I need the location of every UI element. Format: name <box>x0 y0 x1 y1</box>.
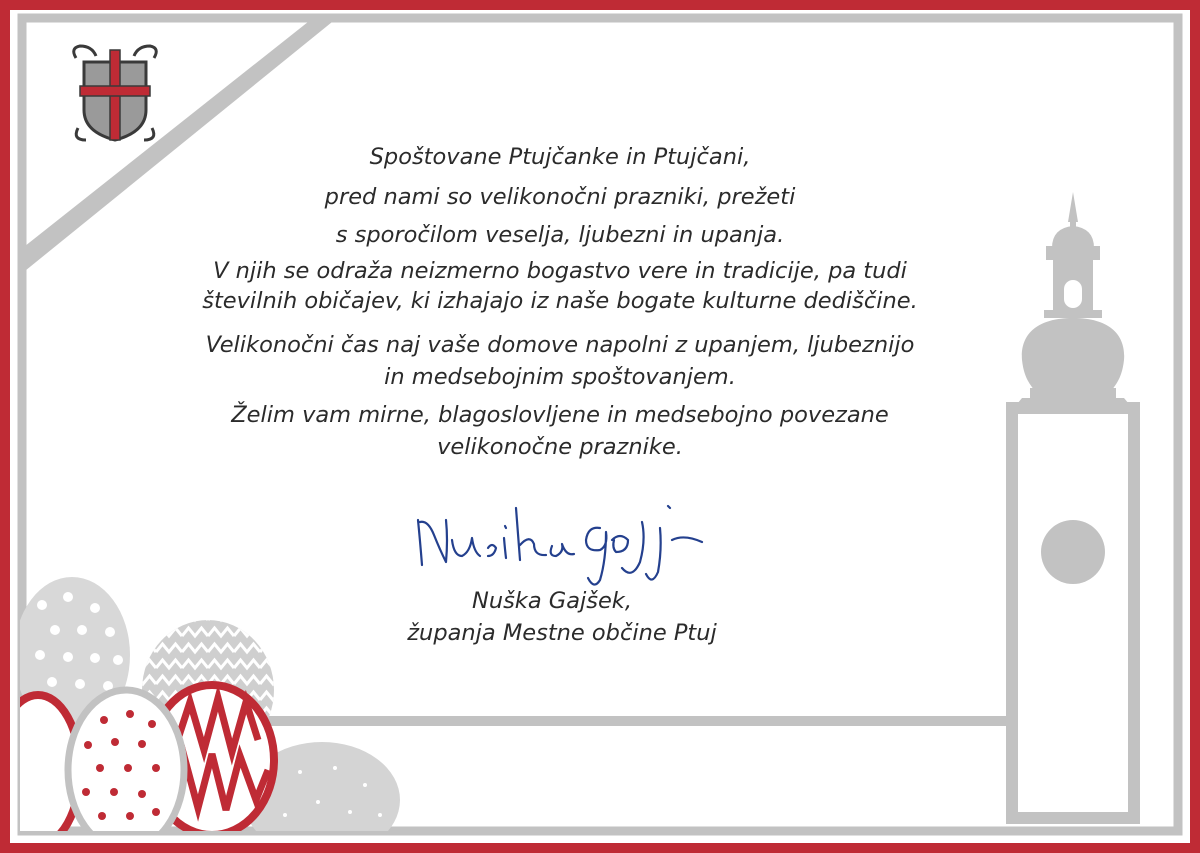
greeting-line: Spoštovane Ptujčanke in Ptujčani, <box>369 144 751 170</box>
handwritten-signature <box>418 506 702 585</box>
message-line-6: in medsebojnim spoštovanjem. <box>384 364 736 390</box>
message-line-5: Velikonočni čas naj vaše domove napolni z upanjem, ljubeznijo <box>205 332 915 358</box>
message-line-2: s sporočilom veselja, ljubezni in upanja. <box>335 222 785 248</box>
easter-eggs-icon <box>0 577 400 853</box>
signer-title: županja Mestne občine Ptuj <box>407 620 717 646</box>
message-line-3: V njih se odraža neizmerno bogastvo vere in tradicije, pa tudi <box>213 258 907 284</box>
message-line-7: Želim vam mirne, blagoslovljene in medsebojno povezane <box>231 402 889 428</box>
bottom-bar <box>255 716 1015 726</box>
signer-name: Nuška Gajšek, <box>471 588 632 614</box>
message-line-8: velikonočne praznike. <box>437 434 683 460</box>
message-line-1: pred nami so velikonočni prazniki, prežeti <box>324 184 796 210</box>
coat-of-arms-icon <box>74 46 157 140</box>
message-line-4: številnih običajev, ki izhajajo iz naše bogate kulturne dediščine. <box>202 288 918 314</box>
